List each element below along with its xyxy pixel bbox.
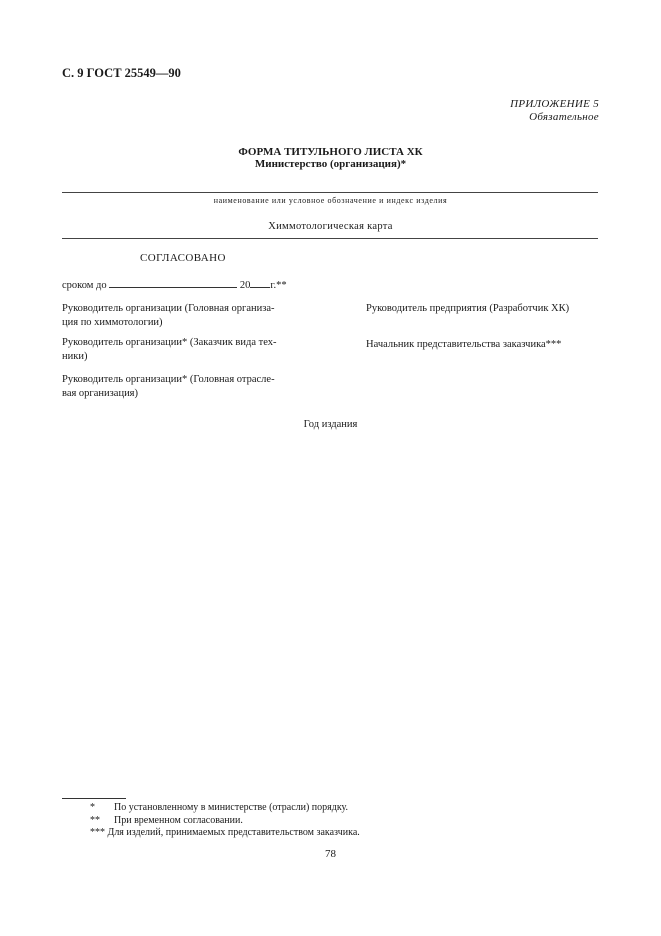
- footnote: [90, 802, 348, 813]
- signatory-left-1: [62, 302, 275, 330]
- page-number: 78: [325, 848, 336, 860]
- footnote-rule: [62, 798, 126, 799]
- footnote-mark: ***: [90, 827, 105, 838]
- appendix-label: [510, 98, 599, 124]
- signatory-line: ники): [62, 351, 88, 362]
- signatory-right-1: Руководитель предприятия (Разработчик ХК): [366, 303, 570, 314]
- approval-deadline-line: [62, 278, 287, 291]
- appendix-status: Обязательное: [529, 111, 599, 123]
- footnote: [90, 827, 360, 838]
- signatory-right-2: Начальник представительства заказчика***: [366, 339, 562, 350]
- product-caption: наименование или условное обозначение и индекс изделия: [213, 196, 448, 205]
- date-blank: [109, 278, 237, 288]
- footnote: [90, 815, 243, 826]
- signatory-line: вая организация): [62, 388, 139, 399]
- document-name: Химмотологическая карта: [268, 221, 393, 232]
- approval-heading: СОГЛАСОВАНО: [140, 252, 226, 264]
- appendix-title: ПРИЛОЖЕНИЕ 5: [510, 98, 599, 110]
- footnote-mark: **: [90, 815, 100, 826]
- signatory-line: Руководитель организации* (Заказчик вида тех-: [62, 337, 277, 348]
- footnote-text: По установленному в министерстве (отрасли) порядку.: [114, 802, 349, 813]
- form-title-block: [0, 146, 661, 170]
- deadline-prefix: сроком до: [62, 280, 107, 291]
- footnote-text: При временном согласовании.: [114, 815, 243, 826]
- signatory-line: Руководитель организации (Головная организа-: [62, 303, 275, 314]
- year-suffix: г.**: [270, 280, 287, 291]
- footnote-mark: *: [90, 802, 95, 813]
- document-header: С. 9 ГОСТ 25549—90: [62, 66, 181, 80]
- form-subtitle: Министерство (организация)*: [254, 158, 407, 170]
- signatory-line: ция по химмотологии): [62, 317, 163, 328]
- divider-line: [62, 192, 598, 193]
- form-title: ФОРМА ТИТУЛЬНОГО ЛИСТА ХК: [238, 146, 423, 158]
- year-prefix: 20: [239, 280, 251, 291]
- year-of-issue: Год издания: [303, 419, 358, 430]
- signatory-left-2: [62, 336, 277, 364]
- signatory-left-3: [62, 373, 275, 401]
- year-blank: [250, 278, 270, 288]
- footnote-text: Для изделий, принимаемых представительством заказчика.: [107, 827, 360, 838]
- divider-line: [62, 238, 598, 239]
- signatory-line: Руководитель организации* (Головная отрасле-: [62, 374, 275, 385]
